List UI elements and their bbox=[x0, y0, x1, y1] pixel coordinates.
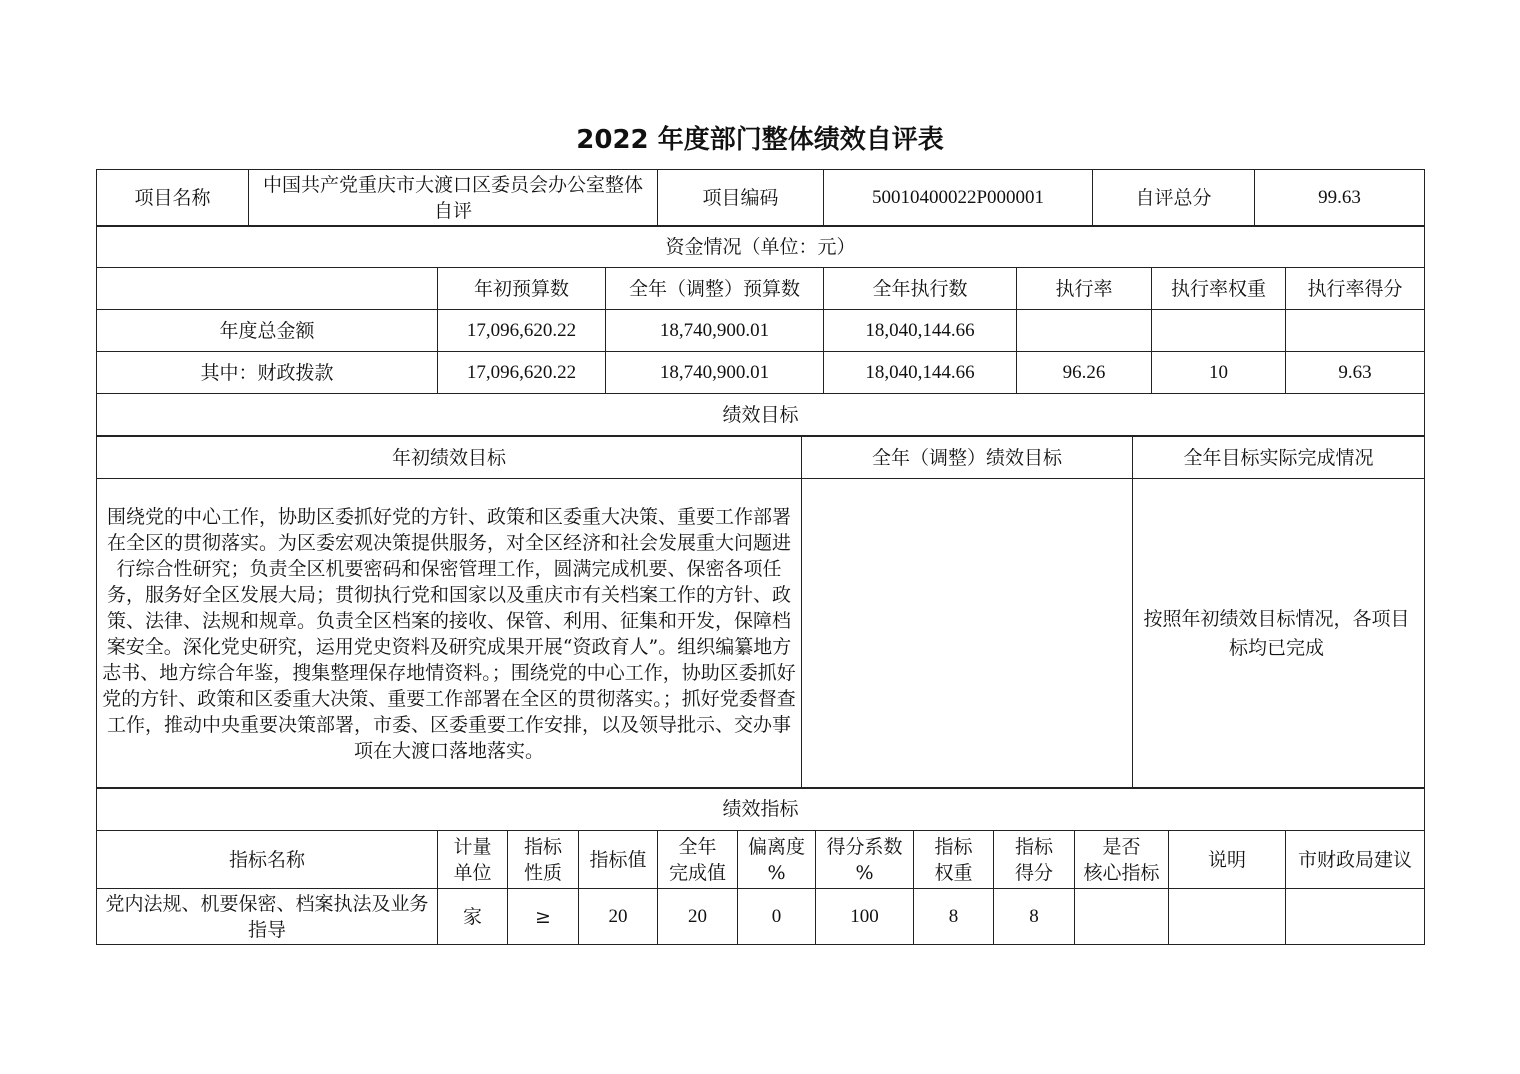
project-name-label: 项目名称 bbox=[97, 170, 249, 227]
indicator-completed: 20 bbox=[658, 889, 738, 945]
indicator-note bbox=[1169, 889, 1286, 945]
col-unit: 计量 单位 bbox=[438, 831, 508, 889]
indicator-suggestion bbox=[1286, 889, 1425, 945]
funds-col-executed: 全年执行数 bbox=[824, 268, 1017, 310]
indicator-target: 20 bbox=[579, 889, 658, 945]
col-completed-value: 全年 完成值 bbox=[658, 831, 738, 889]
indicator-name: 党内法规、机要保密、档案执法及业务指导 bbox=[97, 889, 438, 945]
funds-col-weight: 执行率权重 bbox=[1152, 268, 1286, 310]
funds-adjusted-value: 18,740,900.01 bbox=[606, 310, 824, 352]
indicator-weight: 8 bbox=[914, 889, 994, 945]
initial-goal-text: 围绕党的中心工作，协助区委抓好党的方针、政策和区委重大决策、重要工作部署在全区的贯彻落实。为区委宏观决策提供服务，对全区经济和社会发展重大问题进行综合性研究；负责全区机要密码和保密管理工作，圆满完成机要、保密各项任务，服务好全区发展大局；贯彻执行党和国家以及重庆市有关档案工作的方针、政策、法律、法规和规章。负责全区档案的接收、保管、利用、征集和开发，保障档案安全。深化党史研究，运用党史资料及研究成果开展“资政育人”。组织编纂地方志书、地方综合年鉴，搜集整理保存地情资料。；围绕党的中心工作，协助区委抓好党的方针、政策和区委重大决策、重要工作部署在全区的贯彻落实。；抓好党委督查工作，推动中央重要决策部署，市委、区委重要工作安排，以及领导批示、交办事项在大渡口落地落实。 bbox=[97, 479, 802, 789]
indicators-table bbox=[96, 787, 1425, 945]
project-name-value: 中国共产党重庆市大渡口区委员会办公室整体自评 bbox=[249, 170, 658, 227]
col-target-value: 指标值 bbox=[579, 831, 658, 889]
funds-rate-value bbox=[1017, 310, 1152, 352]
indicator-score: 8 bbox=[994, 889, 1075, 945]
goals-header-row bbox=[97, 437, 1425, 479]
project-info-table bbox=[96, 169, 1425, 227]
col-indicator-name: 指标名称 bbox=[97, 831, 438, 889]
indicator-core bbox=[1075, 889, 1169, 945]
project-code-value: 50010400022P000001 bbox=[824, 170, 1093, 227]
project-info-row bbox=[97, 170, 1425, 227]
indicator-deviation: 0 bbox=[738, 889, 816, 945]
adjusted-goal-text bbox=[802, 479, 1133, 789]
funds-col-initial: 年初预算数 bbox=[438, 268, 606, 310]
funds-table bbox=[96, 225, 1425, 436]
indicator-unit: 家 bbox=[438, 889, 508, 945]
goals-col-initial: 年初绩效目标 bbox=[97, 437, 802, 479]
funds-rate-value: 96.26 bbox=[1017, 352, 1152, 394]
funds-row-fiscal bbox=[97, 352, 1425, 394]
indicator-nature: ≥ bbox=[508, 889, 579, 945]
col-coefficient: 得分系数 % bbox=[816, 831, 914, 889]
funds-section-title: 资金情况（单位：元） bbox=[97, 226, 1425, 268]
col-note: 说明 bbox=[1169, 831, 1286, 889]
actual-completion-text: 按照年初绩效目标情况，各项目标均已完成 bbox=[1133, 479, 1425, 789]
funds-initial-value: 17,096,620.22 bbox=[438, 352, 606, 394]
col-nature: 指标 性质 bbox=[508, 831, 579, 889]
funds-row-label: 年度总金额 bbox=[97, 310, 438, 352]
goals-section-title: 绩效目标 bbox=[97, 394, 1425, 436]
goals-col-adjusted: 全年（调整）绩效目标 bbox=[802, 437, 1133, 479]
project-code-label: 项目编码 bbox=[658, 170, 824, 227]
funds-header-row bbox=[97, 268, 1425, 310]
indicators-header-row bbox=[97, 831, 1425, 889]
col-score: 指标 得分 bbox=[994, 831, 1075, 889]
funds-row-total bbox=[97, 310, 1425, 352]
col-weight: 指标 权重 bbox=[914, 831, 994, 889]
goals-table bbox=[96, 436, 1425, 789]
funds-col-rate: 执行率 bbox=[1017, 268, 1152, 310]
col-core-indicator: 是否 核心指标 bbox=[1075, 831, 1169, 889]
col-deviation: 偏离度 % bbox=[738, 831, 816, 889]
goals-col-actual: 全年目标实际完成情况 bbox=[1133, 437, 1425, 479]
funds-adjusted-value: 18,740,900.01 bbox=[606, 352, 824, 394]
indicators-section-title: 绩效指标 bbox=[97, 788, 1425, 831]
funds-weight-value: 10 bbox=[1152, 352, 1286, 394]
indicator-row bbox=[97, 889, 1425, 945]
funds-initial-value: 17,096,620.22 bbox=[438, 310, 606, 352]
document-title: 2022 年度部门整体绩效自评表 bbox=[576, 125, 944, 155]
col-suggestion: 市财政局建议 bbox=[1286, 831, 1425, 889]
funds-score-value: 9.63 bbox=[1286, 352, 1425, 394]
funds-header-blank bbox=[97, 268, 438, 310]
funds-row-label: 其中：财政拨款 bbox=[97, 352, 438, 394]
funds-executed-value: 18,040,144.66 bbox=[824, 310, 1017, 352]
funds-score-value bbox=[1286, 310, 1425, 352]
goals-content-row bbox=[97, 479, 1425, 789]
funds-executed-value: 18,040,144.66 bbox=[824, 352, 1017, 394]
funds-col-score: 执行率得分 bbox=[1286, 268, 1425, 310]
indicator-coefficient: 100 bbox=[816, 889, 914, 945]
total-score-label: 自评总分 bbox=[1093, 170, 1255, 227]
funds-weight-value bbox=[1152, 310, 1286, 352]
funds-col-adjusted: 全年（调整）预算数 bbox=[606, 268, 824, 310]
total-score-value: 99.63 bbox=[1255, 170, 1425, 227]
